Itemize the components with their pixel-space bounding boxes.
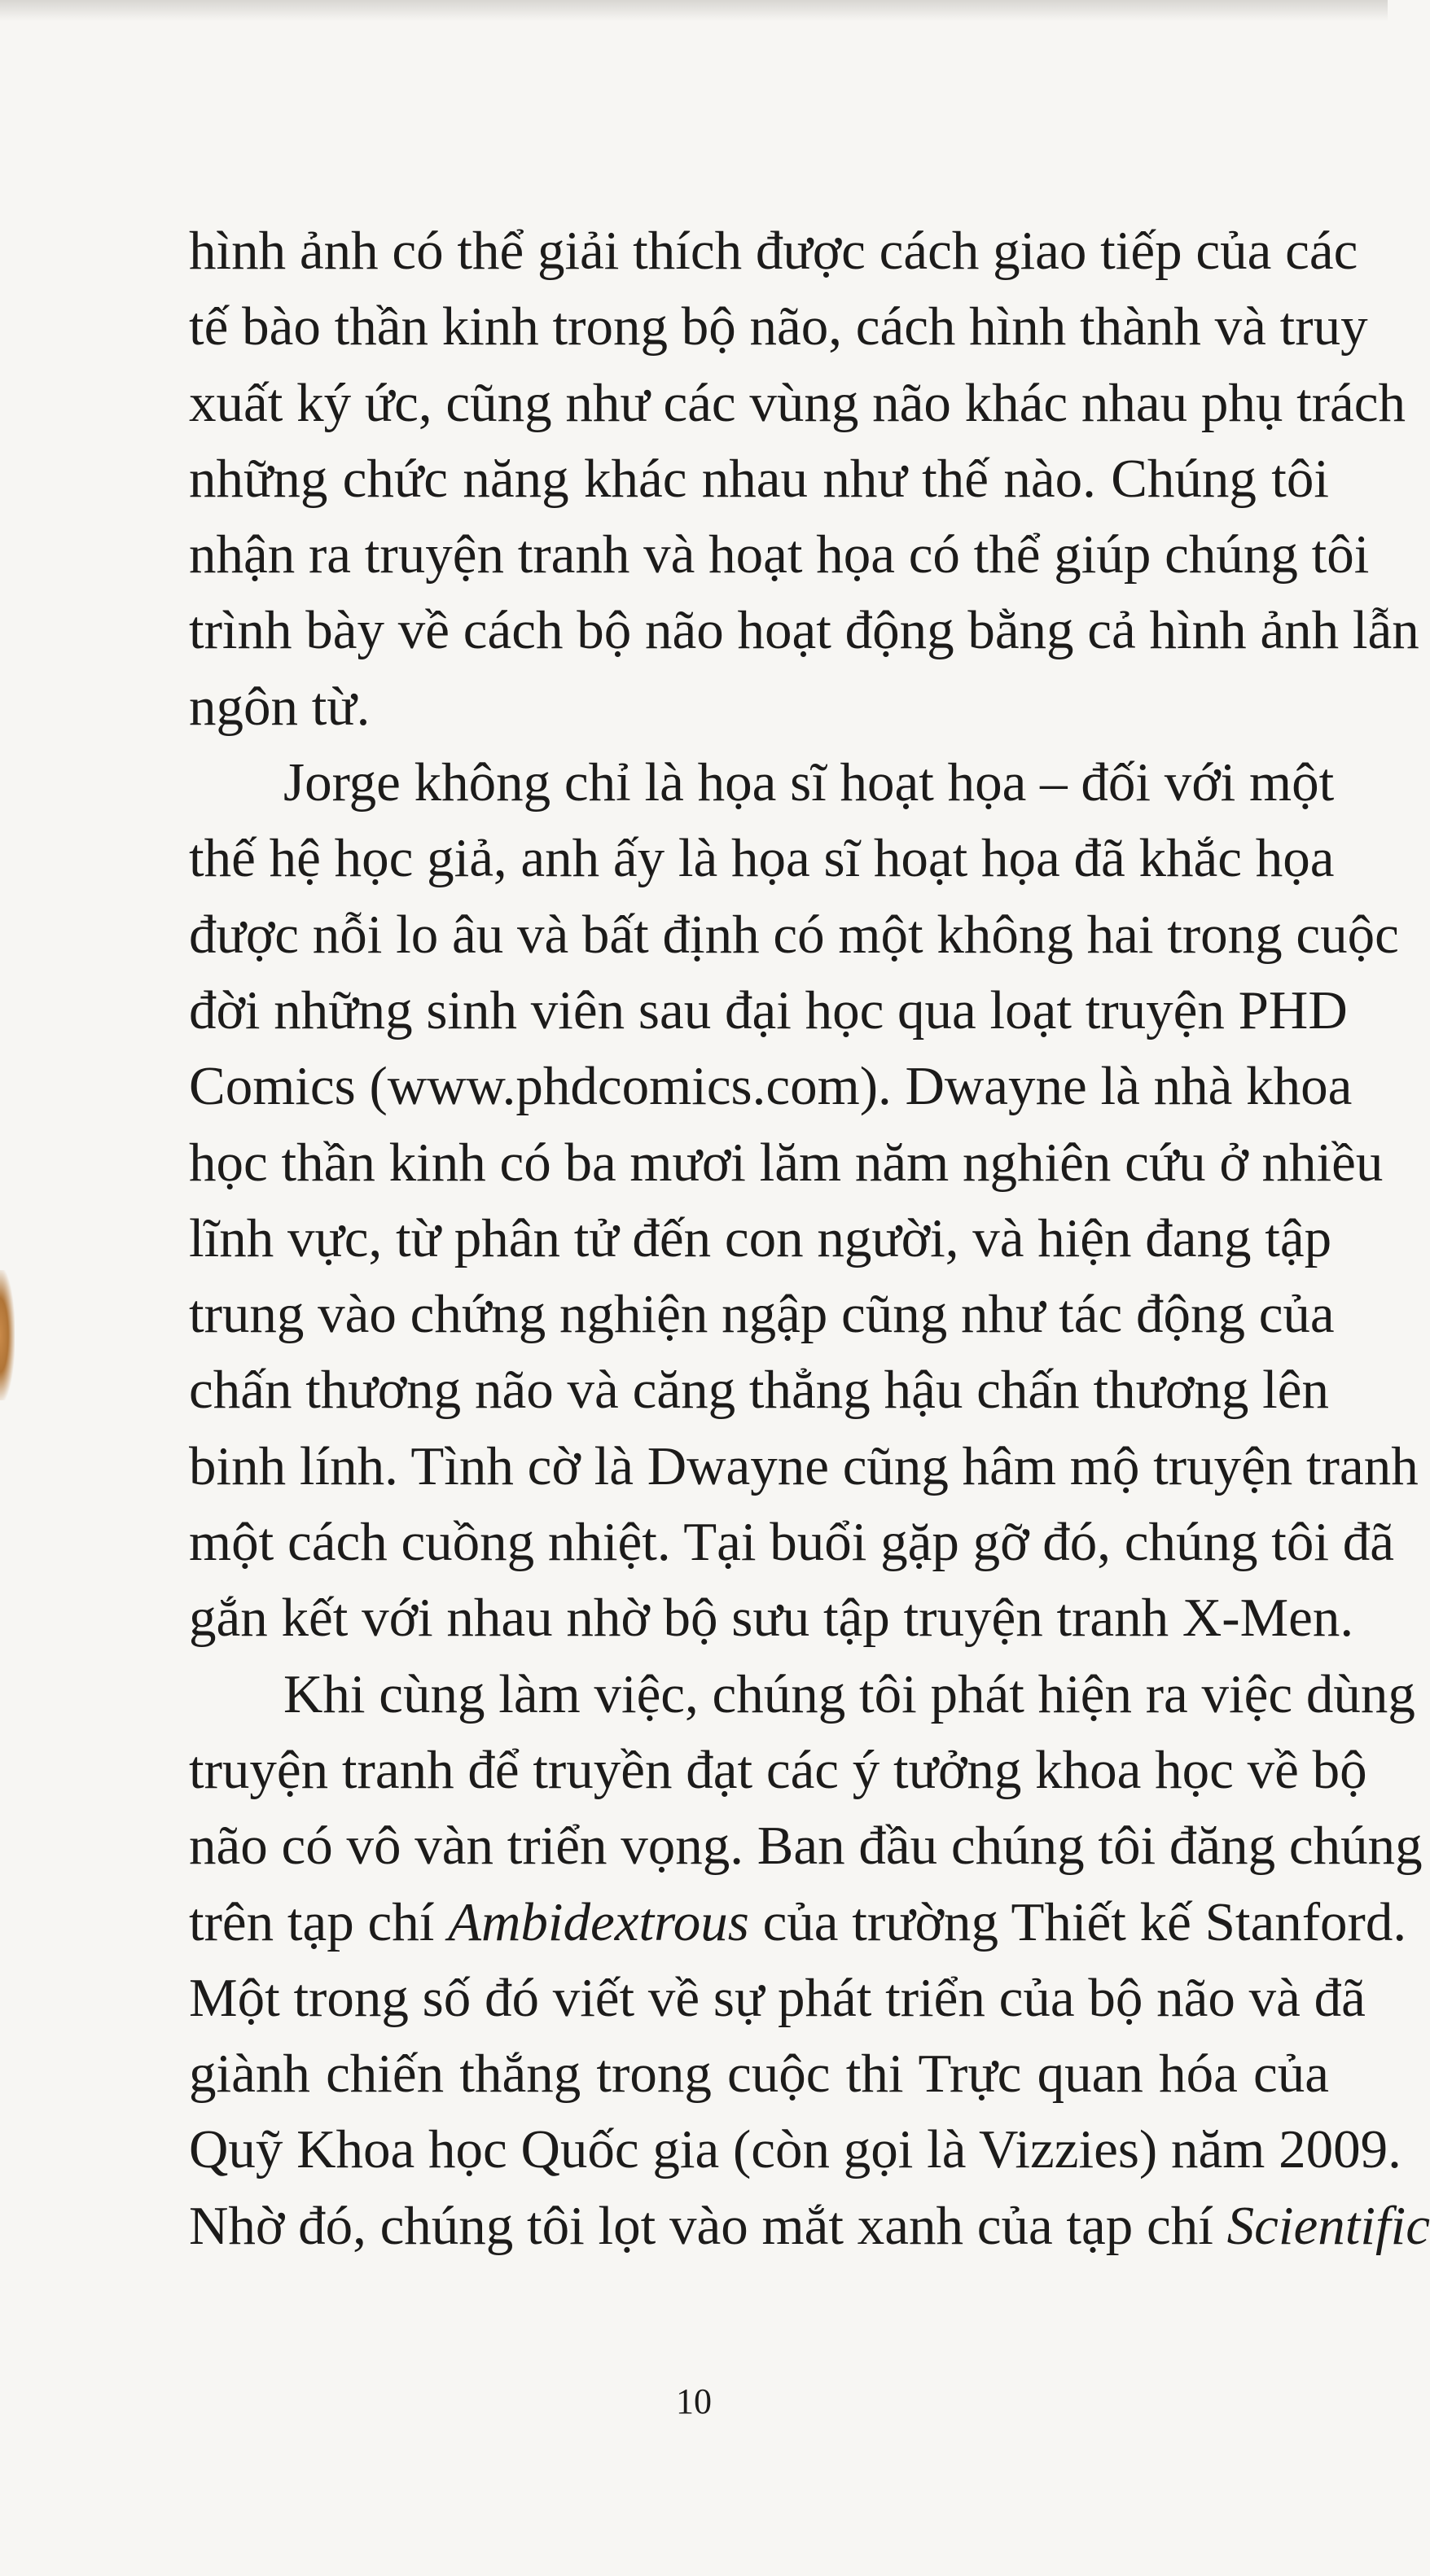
page-number: 10 (676, 2381, 712, 2421)
text-line: gắn kết với nhau nhờ bộ sưu tập truyện tranh X-Men. (189, 1588, 1354, 1649)
text-line (189, 2188, 1430, 2264)
text-line: nhận ra truyện tranh và hoạt họa có thể giúp chúng tôi (189, 524, 1370, 585)
paragraph-3 (189, 1657, 1430, 2264)
text-line: Comics (www.phdcomics.com). Dwayne là nhà khoa (189, 1056, 1353, 1117)
text-segment: của trường Thiết kế Stanford. (748, 1891, 1407, 1952)
text-line: Jorge không chỉ là họa sĩ hoạt họa – đối với một (283, 752, 1335, 813)
text-line: não có vô vàn triển vọng. Ban đầu chúng tôi đăng chúng (189, 1816, 1423, 1877)
text-line: trung vào chứng nghiện ngập cũng như tác động của (189, 1284, 1335, 1345)
text-line: ngôn từ. (189, 676, 371, 737)
text-line: học thần kinh có ba mươi lăm năm nghiên cứu ở nhiều (189, 1132, 1384, 1193)
journal-title-ambidextrous: Ambidextrous (448, 1891, 749, 1952)
text-line: xuất ký ức, cũng như các vùng não khác nhau phụ trách (189, 372, 1406, 433)
text-line: trình bày về cách bộ não hoạt động bằng cả hình ảnh lẫn (189, 600, 1419, 661)
text-line: chấn thương não và căng thẳng hậu chấn thương lên (189, 1360, 1329, 1421)
text-line: được nỗi lo âu và bất định có một không hai trong cuộc (189, 904, 1399, 965)
text-line: Quỹ Khoa học Quốc gia (còn gọi là Vizzies) năm 2009. (189, 2119, 1401, 2180)
text-line: giành chiến thắng trong cuộc thi Trực quan hóa của (189, 2044, 1329, 2105)
text-line: binh lính. Tình cờ là Dwayne cũng hâm mộ truyện tranh (189, 1435, 1419, 1496)
text-segment: Nhờ đó, chúng tôi lọt vào mắt xanh của tạp chí (189, 2195, 1227, 2256)
page-edge-mark (0, 1270, 15, 1400)
paragraph-1 (189, 213, 1419, 745)
book-page-body (189, 213, 1430, 2264)
page-top-shadow (0, 0, 1388, 21)
text-segment: trên tạp chí (189, 1891, 449, 1952)
paragraph-2 (189, 745, 1419, 1657)
text-line: tế bào thần kinh trong bộ não, cách hình thành và truy (189, 296, 1368, 357)
text-line: Một trong số đó viết về sự phát triển của bộ não và đã (189, 1967, 1366, 2028)
text-line (189, 1885, 1407, 1960)
journal-title-scientific: Scientific (1226, 2195, 1430, 2256)
text-line: Khi cùng làm việc, chúng tôi phát hiện ra việc dùng (283, 1663, 1415, 1724)
text-line: hình ảnh có thể giải thích được cách giao tiếp của các (189, 221, 1358, 281)
text-line: truyện tranh để truyền đạt các ý tưởng khoa học về bộ (189, 1739, 1367, 1800)
text-line: đời những sinh viên sau đại học qua loạt truyện PHD (189, 979, 1348, 1040)
text-line: lĩnh vực, từ phân tử đến con người, và hiện đang tập (189, 1207, 1332, 1268)
text-line: những chức năng khác nhau như thế nào. Chúng tôi (189, 448, 1329, 509)
text-line: một cách cuồng nhiệt. Tại buổi gặp gỡ đó, chúng tôi đã (189, 1512, 1394, 1573)
text-line: thế hệ học giả, anh ấy là họa sĩ hoạt họa đã khắc họa (189, 828, 1335, 889)
